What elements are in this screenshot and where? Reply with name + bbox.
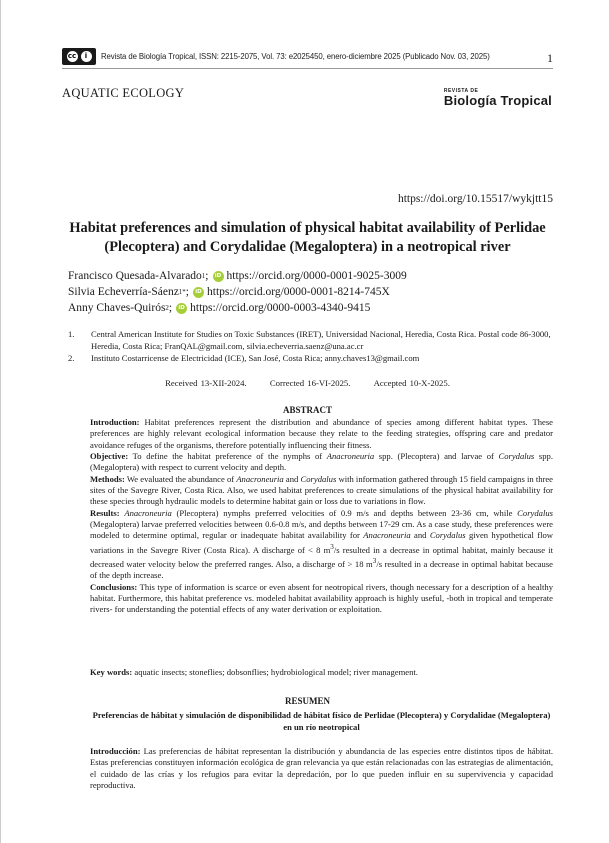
journal-logo	[444, 89, 552, 108]
author-row	[68, 284, 407, 300]
author-affiliation-mark: 1*	[178, 288, 186, 296]
cc-icon: cc	[67, 52, 77, 60]
abstract-text: We evaluated the abundance of Anacroneuria and Corydalus with information gathered through 15 field campaigns in three sites of the Savegre River, Costa Rica. Also, we used habitat preferences to create simulations of the physical habitat availability for these species through hydraulic models to determine habitat gain or loss due to variations in flow.	[90, 473, 553, 507]
cc-by-license-badge[interactable]	[62, 48, 96, 65]
doi-link[interactable]: https://doi.org/10.15517/wykjtt15	[397, 193, 553, 205]
abstract-paragraph	[90, 508, 553, 582]
author-separator: ;	[168, 302, 173, 314]
submission-dates	[62, 378, 553, 388]
affiliation-item	[68, 353, 555, 365]
affiliations	[68, 329, 555, 366]
abstract-paragraph	[90, 451, 553, 474]
abstract-text: Habitat preferences represent the distribution and abundance of species among different habitat types. These preferences are highly relevant ecological information because they relate to the feeding strategies, offspring care and predator avoidance refuges of the organisms, therefore potentially influencing their fitness.	[90, 417, 553, 450]
corrected-date: Corrected 16-VI-2025.	[269, 378, 351, 388]
resumen-paragraph	[90, 746, 553, 791]
abstract-label: Methods:	[90, 473, 125, 484]
abstract-paragraph	[90, 417, 553, 451]
abstract-paragraph	[90, 582, 553, 616]
by-icon: i	[81, 51, 92, 62]
resumen-label: Introducción:	[90, 746, 141, 756]
author-affiliation-mark: 1	[201, 272, 206, 280]
logo-big-text: Biología Tropical	[443, 93, 552, 108]
journal-header	[62, 47, 553, 65]
abstract-label: Conclusions:	[90, 581, 138, 592]
resumen-body	[90, 746, 553, 791]
page-edge	[0, 0, 1, 843]
orcid-icon[interactable]: iD	[193, 287, 204, 298]
author-name: Anny Chaves-Quirós	[68, 302, 166, 314]
author-name: Francisco Quesada-Alvarado	[68, 270, 202, 282]
affiliation-number: 2.	[68, 353, 75, 364]
journal-citation-line: Revista de Biología Tropical, ISSN: 2215-2075, Vol. 73: e2025450, enero-diciembre 2025 (Publicado Nov. 03, 2025)	[101, 51, 490, 61]
resumen-title: Preferencias de hábitat y simulación de disponibilidad de hábitat físico de Perlidae (Plecoptera) y Corydalidae (Megaloptera) en un río neotropical	[92, 710, 551, 732]
accepted-date: Accepted 10-X-2025.	[373, 378, 450, 388]
abstract-label: Results:	[90, 507, 120, 518]
author-affiliation-mark: 2	[165, 304, 169, 312]
abstract-label: Objective:	[90, 451, 129, 462]
affiliation-item	[68, 329, 555, 352]
author-separator: ;	[205, 270, 209, 282]
abstract-text: Anacroneuria (Plecoptera) nymphs preferred velocities of 0.9 m/s and depths between 23-36 cm, while Corydalus (Megaloptera) larvae preferred velocities between 0.6-0.8 m/s, and depths between 17-29 cm. As a case study, these preferences were modeled to determine optimal, regular or inadequate habitat availability for Anacroneuria and Corydalus given hypothetical flow variations in the Savegre River (Costa Rica). A discharge of < 8 $m^3/s$ resulted in a decrease in optimal habitat, mainly because it decreased water velocity below the preferred ranges. Also, a discharge of > 18 $m^3/s$ resulted in a decrease in optimal habitat because of the depth increase.	[90, 507, 553, 581]
orcid-icon[interactable]: iD	[176, 303, 187, 314]
abstract-paragraph	[90, 474, 553, 508]
affiliation-text: Central American Institute for Studies on Toxic Substances (IRET), Universidad Nacional, Heredia, Costa Rica. Postal code 86-3000, Heredia, Costa Rica; FranQAL@gmail.com, silvia.echeverria.saenz@una.ac.cr	[91, 329, 551, 351]
orcid-link[interactable]: https://orcid.org/0000-0001-9025-3009	[226, 270, 407, 282]
received-date: Received 13-XII-2024.	[165, 378, 247, 388]
affiliation-text: Instituto Costarricense de Electricidad (ICE), San José, Costa Rica; anny.chaves13@gmail.com	[91, 353, 420, 364]
orcid-link[interactable]: https://orcid.org/0000-0003-4340-9415	[190, 302, 371, 314]
orcid-icon[interactable]: iD	[213, 271, 224, 282]
page-number: 1	[547, 51, 553, 65]
abstract-body	[90, 417, 553, 616]
author-row	[68, 268, 407, 284]
author-separator: ;	[185, 286, 189, 298]
author-row	[68, 300, 407, 316]
abstract-text: This type of information is scarce or even absent for neotropical rivers, though necessary for a description of a healthy habitat. Furthermore, this habitat preference vs. modeled habitat availability approach is highly useful, -both in tropical and temperate rivers- for understanding the potential effects of any water derivation or exploitation.	[90, 581, 553, 615]
affiliation-number: 1.	[68, 329, 75, 339]
keywords-label: Key words:	[90, 667, 133, 677]
section-label: AQUATIC ECOLOGY	[62, 86, 185, 100]
abstract-heading: ABSTRACT	[282, 405, 332, 415]
author-name: Silvia Echeverría-Sáenz	[68, 286, 179, 298]
logo-small-text: REVISTA DE	[443, 88, 479, 94]
resumen-text: Las preferencias de hábitat representan la distribución y abundancia de las especies entre distintos tipos de hábitat. Estas preferencias constituyen información ecológica de gran relevancia ya que están relacionadas con las estrategias de alimentación, el cuidado de las crías y los refugios para evitar la depredación, por lo que pueden influir en su supervivencia y capacidad reproductiva.	[90, 746, 553, 791]
abstract-label: Introduction:	[90, 417, 140, 427]
author-list	[68, 268, 407, 316]
resumen-heading: RESUMEN	[284, 696, 330, 706]
keywords-text: aquatic insects; stoneflies; dobsonflies; hydrobiological model; river management.	[132, 667, 418, 677]
abstract-text: To define the habitat preference of the nymphs of Anacroneuria spp. (Plecoptera) and larvae of Corydalus spp. (Megaloptera) with respect to current velocity and depth.	[90, 451, 553, 473]
header-rule	[62, 68, 553, 69]
paper-title: Habitat preferences and simulation of physical habitat availability of Perlidae (Plecoptera) and Corydalidae (Megaloptera) in a neotropical river	[69, 220, 546, 255]
keywords	[90, 667, 553, 677]
orcid-link[interactable]: https://orcid.org/0000-0001-8214-745X	[207, 286, 390, 298]
